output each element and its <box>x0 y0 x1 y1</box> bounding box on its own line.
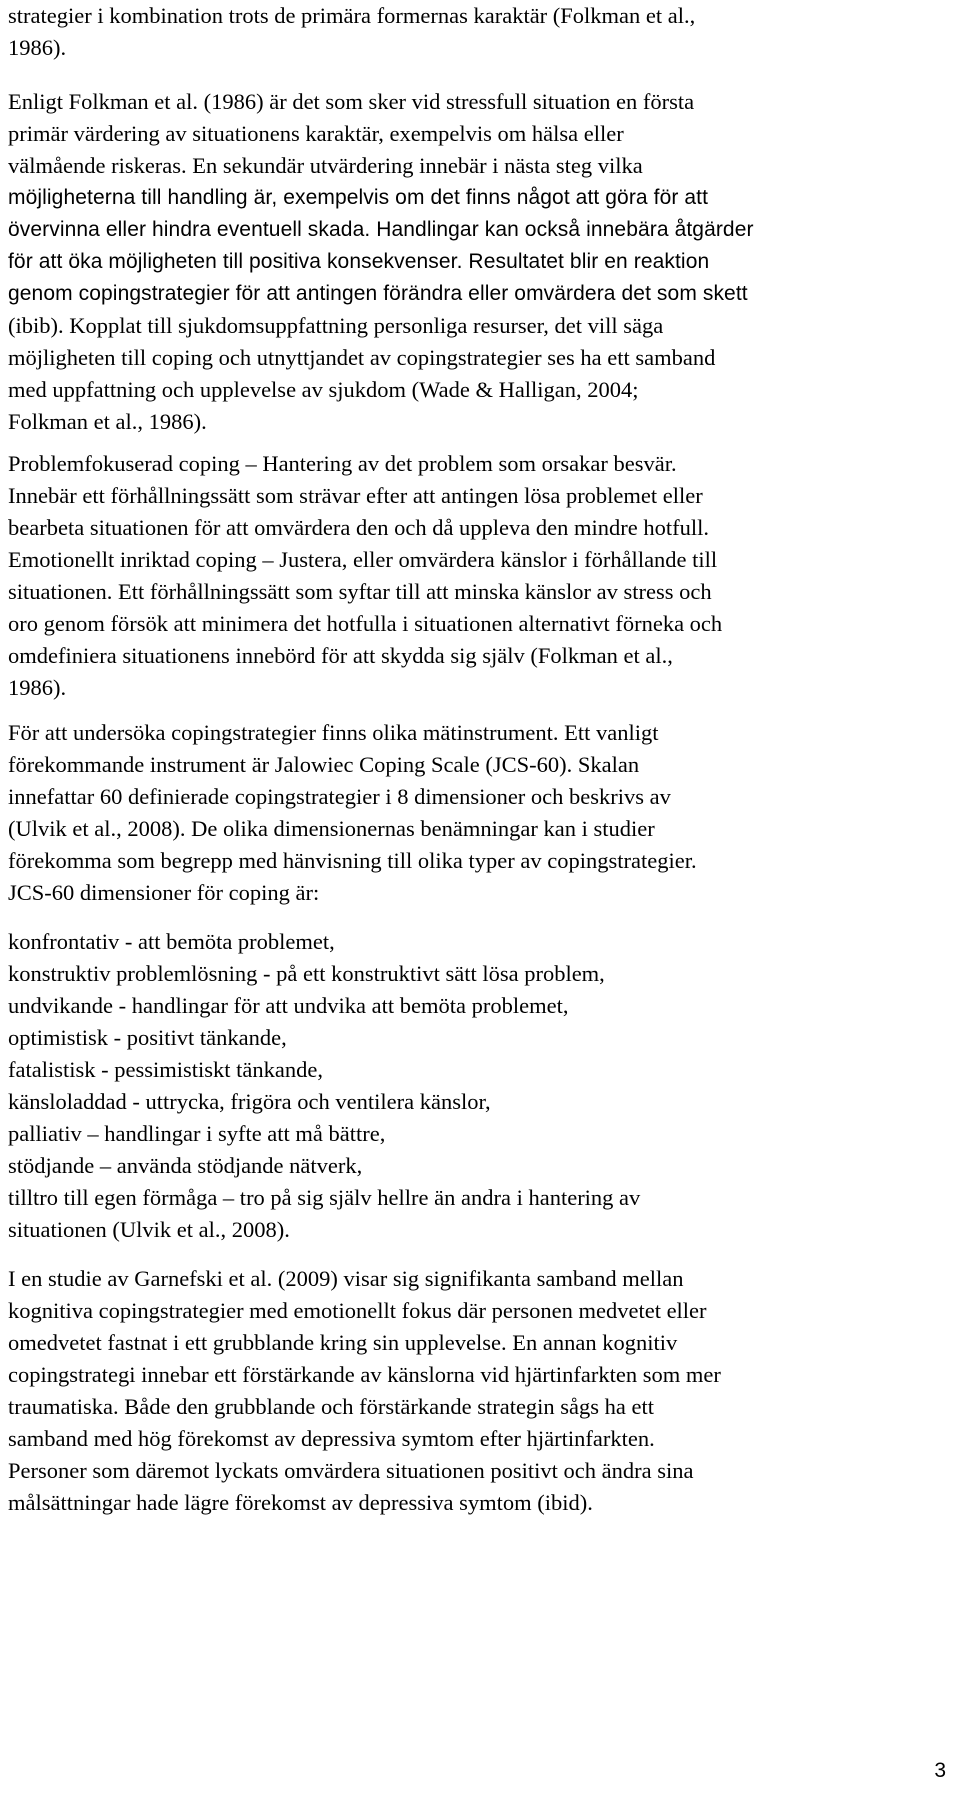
text-line: övervinna eller hindra eventuell skada. Handlingar kan också innebära åtgärder <box>8 218 754 241</box>
text-line: strategier i kombination trots de primära formernas karaktär (Folkman et al., <box>8 3 696 28</box>
text-line: (ibib). Kopplat till sjukdomsuppfattning personliga resurser, det vill säga <box>8 313 664 338</box>
text-line: För att undersöka copingstrategier finns olika mätinstrument. Ett vanligt <box>8 720 659 745</box>
text-line: Emotionellt inriktad coping – Justera, eller omvärdera känslor i förhållande till <box>8 547 718 572</box>
page-number: 3 <box>934 1759 946 1782</box>
list-item: fatalistisk - pessimistiskt tänkande, <box>8 1057 323 1082</box>
list-item: konfrontativ - att bemöta problemet, <box>8 929 335 954</box>
text-line: förekommande instrument är Jalowiec Coping Scale (JCS-60). Skalan <box>8 752 640 777</box>
text-line: oro genom försök att minimera det hotfulla i situationen alternativt förneka och <box>8 611 723 636</box>
list-item: känsloladdad - uttrycka, frigöra och ventilera känslor, <box>8 1089 491 1114</box>
text-line: genom copingstrategier för att antingen förändra eller omvärdera det som skett <box>8 282 748 305</box>
text-line: innefattar 60 definierade copingstrategier i 8 dimensioner och beskrivs av <box>8 784 671 809</box>
text-line: möjligheterna till handling är, exempelvis om det finns något att göra för att <box>8 186 709 209</box>
text-line: omedvetet fastnat i ett grubblande kring sin upplevelse. En annan kognitiv <box>8 1330 678 1355</box>
paragraph-measurement <box>8 717 943 909</box>
list-item: undvikande - handlingar för att undvika att bemöta problemet, <box>8 993 569 1018</box>
list-item: stödjande – använda stödjande nätverk, <box>8 1153 363 1178</box>
text-line: 1986). <box>8 35 67 60</box>
text-line: (Ulvik et al., 2008). De olika dimensionernas benämningar kan i studier <box>8 816 655 841</box>
paragraph-garnefski-study <box>8 1263 943 1519</box>
text-line: omdefiniera situationens innebörd för att skydda sig själv (Folkman et al., <box>8 643 673 668</box>
text-line: JCS-60 dimensioner för coping är: <box>8 880 320 905</box>
continued-paragraph <box>8 0 943 64</box>
list-item: konstruktiv problemlösning - på ett konstruktivt sätt lösa problem, <box>8 961 605 986</box>
list-item: optimistisk - positivt tänkande, <box>8 1025 287 1050</box>
dimensions-list <box>8 926 943 1246</box>
list-item: palliativ – handlingar i syfte att må bättre, <box>8 1121 386 1146</box>
paragraph-coping-appraisal <box>8 86 943 438</box>
text-line: copingstrategi innebar ett förstärkande av känslorna vid hjärtinfarkten som mer <box>8 1362 721 1387</box>
text-line: för att öka möjligheten till positiva konsekvenser. Resultatet blir en reaktion <box>8 250 710 273</box>
text-line: med uppfattning och upplevelse av sjukdom (Wade & Halligan, 2004; <box>8 377 639 402</box>
text-line: primär värdering av situationens karaktär, exempelvis om hälsa eller <box>8 121 624 146</box>
text-line: möjligheten till coping och utnyttjandet av copingstrategier ses ha ett samband <box>8 345 716 370</box>
text-line: Problemfokuserad coping – Hantering av det problem som orsakar besvär. <box>8 451 677 476</box>
list-item: situationen (Ulvik et al., 2008). <box>8 1217 290 1242</box>
text-line: välmående riskeras. En sekundär utvärdering innebär i nästa steg vilka <box>8 153 643 178</box>
text-line: I en studie av Garnefski et al. (2009) visar sig signifikanta samband mellan <box>8 1266 684 1291</box>
text-line: Enligt Folkman et al. (1986) är det som sker vid stressfull situation en första <box>8 89 695 114</box>
text-line: situationen. Ett förhållningssätt som syftar till att minska känslor av stress och <box>8 579 712 604</box>
text-line: samband med hög förekomst av depressiva symtom efter hjärtinfarkten. <box>8 1426 655 1451</box>
text-line: kognitiva copingstrategier med emotionellt fokus där personen medvetet eller <box>8 1298 707 1323</box>
paragraph-coping-types <box>8 448 943 704</box>
text-line: Personer som däremot lyckats omvärdera situationen positivt och ändra sina <box>8 1458 694 1483</box>
text-line: 1986). <box>8 675 67 700</box>
text-line: bearbeta situationen för att omvärdera den och då uppleva den mindre hotfull. <box>8 515 709 540</box>
text-line: Folkman et al., 1986). <box>8 409 207 434</box>
text-line: målsättningar hade lägre förekomst av depressiva symtom (ibid). <box>8 1490 593 1515</box>
text-line: Innebär ett förhållningssätt som strävar efter att antingen lösa problemet eller <box>8 483 703 508</box>
text-line: förekomma som begrepp med hänvisning till olika typer av copingstrategier. <box>8 848 697 873</box>
list-item: tilltro till egen förmåga – tro på sig själv hellre än andra i hantering av <box>8 1185 641 1210</box>
text-line: traumatiska. Både den grubblande och förstärkande strategin sågs ha ett <box>8 1394 655 1419</box>
